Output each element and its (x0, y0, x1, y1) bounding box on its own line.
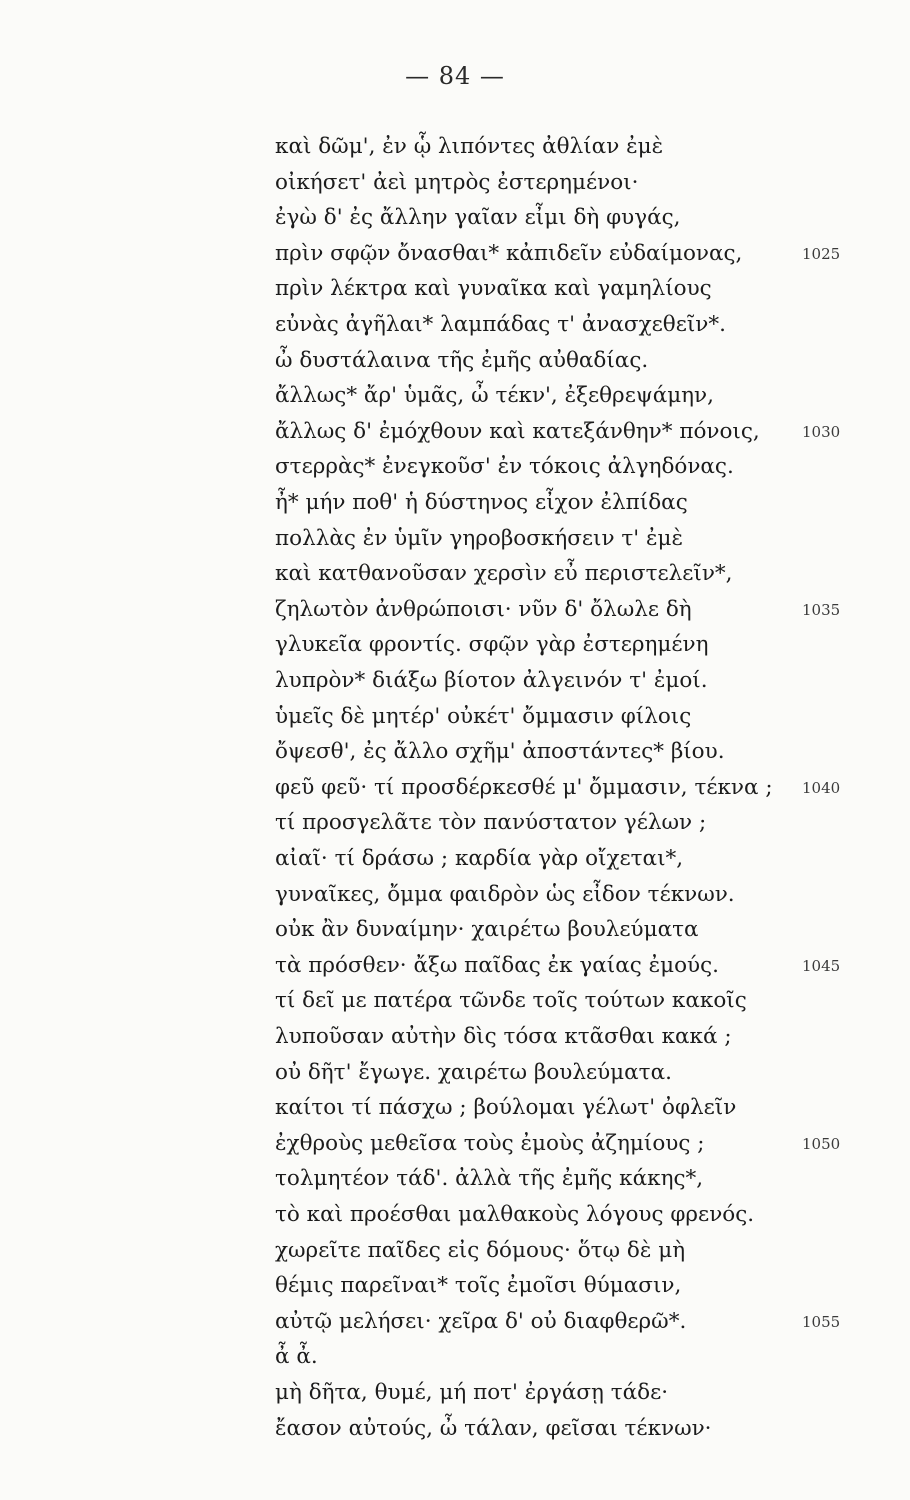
verse-line (275, 237, 875, 271)
verse-text: χωρεῖτε παῖδες εἰς δόμους· ὅτῳ δὲ μὴ (275, 1237, 686, 1263)
line-number: 1025 (802, 244, 841, 263)
verse-line (275, 700, 875, 734)
verse-line (275, 557, 875, 591)
verse-text: εὐνὰς ἀγῆλαι* λαμπάδας τ' ἀνασχεθεῖν*. (275, 312, 726, 337)
verse-line (275, 1056, 875, 1090)
line-number: 1030 (802, 422, 841, 441)
verse-text: λυποῦσαν αὐτὴν δὶς τόσα κτᾶσθαι κακά ; (275, 1024, 732, 1049)
verse-line (275, 130, 875, 164)
verse-text: ὑμεῖς δὲ μητέρ' οὐκέτ' ὄμμασιν φίλοις (275, 703, 692, 729)
verse-line (275, 1091, 875, 1125)
verse-text: ὦ δυστάλαινα τῆς ἐμῆς αὐθαδίας. (275, 347, 649, 373)
verse-line (275, 878, 875, 912)
verse-text: γυναῖκες, ὄμμα φαιδρὸν ὡς εἶδον τέκνων. (275, 881, 735, 907)
verse-text: ἄλλως δ' ἐμόχθουν καὶ κατεξάνθην* πόνοις, (275, 418, 760, 444)
verse-text: καίτοι τί πάσχω ; βούλομαι γέλωτ' ὀφλεῖν (275, 1095, 737, 1121)
verse-line (275, 1376, 875, 1410)
verse-line (275, 1162, 875, 1196)
verse-line (275, 415, 875, 449)
verse-text: οὐ δῆτ' ἔγωγε. χαιρέτω βουλεύματα. (275, 1059, 672, 1085)
verse-text: πρὶν σφῷν ὄνασθαι* κἀπιδεῖν εὐδαίμονας, (275, 240, 743, 266)
verse-text: ὄψεσθ', ἐς ἄλλο σχῆμ' ἀποστάντες* βίου. (275, 739, 725, 765)
verse-line (275, 379, 875, 413)
verse-line (275, 842, 875, 876)
verse-line (275, 308, 875, 342)
verse-line (275, 913, 875, 947)
verse-line (275, 806, 875, 840)
verse-line (275, 1198, 875, 1232)
verse-text: τί δεῖ με πατέρα τῶνδε τοῖς τούτων κακοῖς (275, 988, 747, 1014)
verse-text: αἰαῖ· τί δράσω ; καρδία γὰρ οἴχεται*, (275, 846, 684, 871)
verse-line (275, 486, 875, 520)
verse-line (275, 450, 875, 484)
verse-text: τολμητέον τάδ'. ἀλλὰ τῆς ἐμῆς κάκης*, (275, 1166, 704, 1192)
line-number: 1040 (802, 778, 841, 797)
verse-line (275, 1412, 875, 1446)
line-number: 1050 (802, 1134, 841, 1153)
verse-line (275, 593, 875, 627)
verse-line (275, 201, 875, 235)
line-number: 1035 (802, 600, 841, 619)
verse-line (275, 984, 875, 1018)
verse-line (275, 664, 875, 698)
verse-text: πολλὰς ἐν ὑμῖν γηροβοσκήσειν τ' ἐμὲ (275, 525, 684, 551)
verse-text: φεῦ φεῦ· τί προσδέρκεσθέ μ' ὄμμασιν, τέκνα ; (275, 774, 773, 800)
verse-text: γλυκεῖα φροντίς. σφῷν γὰρ ἐστερημένη (275, 632, 709, 658)
verse-text: μὴ δῆτα, θυμέ, μή ποτ' ἐργάσῃ τάδε· (275, 1380, 669, 1405)
verse-text: ἔασον αὐτούς, ὦ τάλαν, φεῖσαι τέκνων· (275, 1415, 712, 1441)
verse-line (275, 949, 875, 983)
verse-text: θέμις παρεῖναι* τοῖς ἐμοῖσι θύμασιν, (275, 1273, 682, 1299)
verse-line (275, 771, 875, 805)
verse-line (275, 1269, 875, 1303)
verse-text: ἆ ἆ. (275, 1344, 318, 1370)
verse-text: καὶ κατθανοῦσαν χερσὶν εὖ περιστελεῖν*, (275, 561, 733, 587)
verse-line (275, 272, 875, 306)
verse-line (275, 344, 875, 378)
verse-line (275, 1127, 875, 1161)
verse-text: ἐχθροὺς μεθεῖσα τοὺς ἐμοὺς ἀζημίους ; (275, 1130, 705, 1156)
verse-text: πρὶν λέκτρα καὶ γυναῖκα καὶ γαμηλίους (275, 276, 712, 302)
poem-text (0, 130, 910, 1450)
verse-text: στερρὰς* ἐνεγκοῦσ' ἐν τόκοις ἀλγηδόνας. (275, 454, 734, 480)
verse-text: λυπρὸν* διάξω βίοτον ἀλγεινόν τ' ἐμοί. (275, 668, 708, 693)
verse-text: ἦ* μήν ποθ' ἡ δύστηνος εἶχον ἐλπίδας (275, 490, 688, 515)
verse-line (275, 1234, 875, 1268)
verse-line (275, 628, 875, 662)
verse-text: οὐκ ἂν δυναίμην· χαιρέτω βουλεύματα (275, 917, 699, 943)
verse-text: ἄλλως* ἄρ' ὑμᾶς, ὦ τέκν', ἐξεθρεψάμην, (275, 383, 714, 409)
verse-line (275, 166, 875, 200)
verse-line (275, 1020, 875, 1054)
verse-text: καὶ δῶμ', ἐν ᾧ λιπόντες ἀθλίαν ἐμὲ (275, 134, 664, 159)
verse-text: οἰκήσετ' ἀεὶ μητρὸς ἐστερημένοι· (275, 169, 639, 195)
verse-text: τί προσγελᾶτε τὸν πανύστατον γέλων ; (275, 810, 707, 836)
verse-line (275, 1340, 875, 1374)
verse-text: τὸ καὶ προέσθαι μαλθακοὺς λόγους φρενός. (275, 1202, 755, 1227)
verse-line (275, 1305, 875, 1339)
verse-text: αὐτῷ μελήσει· χεῖρα δ' οὐ διαφθερῶ*. (275, 1308, 687, 1334)
verse-line (275, 522, 875, 556)
page-number: — 84 — (405, 62, 505, 90)
verse-text: τὰ πρόσθεν· ἄξω παῖδας ἐκ γαίας ἐμούς. (275, 952, 720, 978)
line-number: 1055 (802, 1312, 841, 1331)
verse-text: ἐγὼ δ' ἐς ἄλλην γαῖαν εἶμι δὴ φυγάς, (275, 205, 681, 231)
verse-text: ζηλωτὸν ἀνθρώποισι· νῦν δ' ὄλωλε δὴ (275, 596, 692, 622)
verse-line (275, 735, 875, 769)
line-number: 1045 (802, 956, 841, 975)
